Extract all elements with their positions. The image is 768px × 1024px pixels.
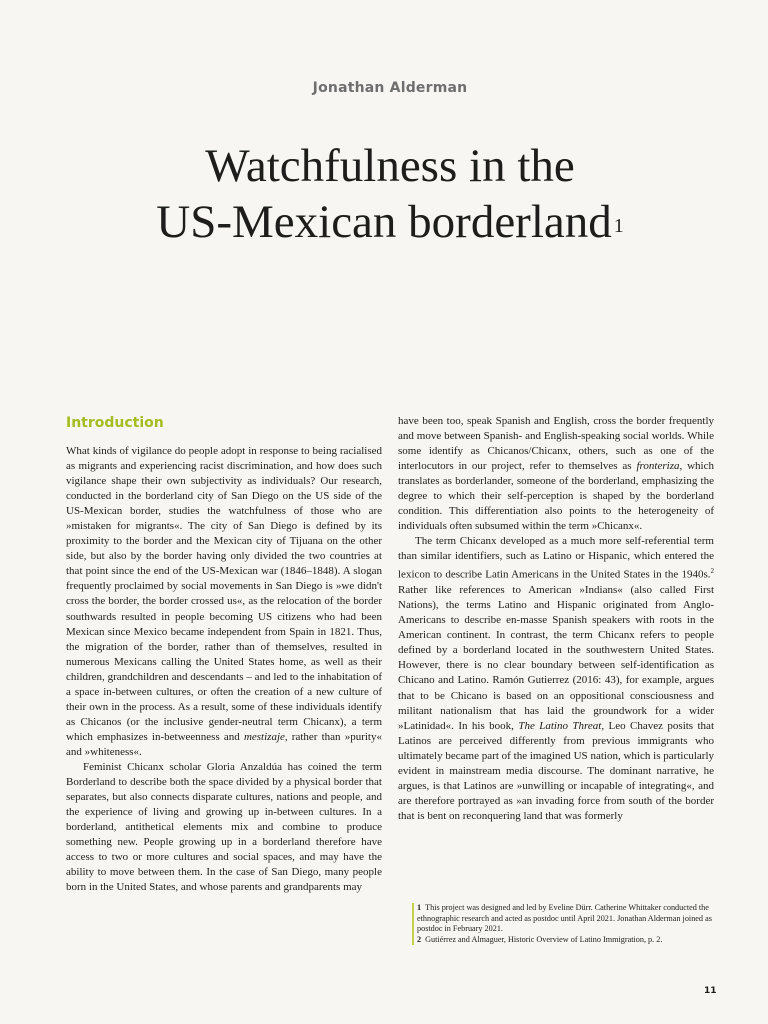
footnote-number: 1: [417, 903, 422, 912]
footnotes: [412, 903, 717, 945]
footnote-text: This project was designed and led by Eveline Dürr. Catherine Whittaker conducted the ethnographic research and acted as postdoc until April 2021. Jonathan Alderman joined as postdoc in February 2021.: [417, 903, 712, 934]
page-number: 11: [704, 986, 717, 996]
paragraph-text: What kinds of vigilance do people adopt in response to being racialised as migrants and experiencing racist discrimination, and how does such vigilance shape their own subjectivity as individuals? Our research, conducted in the borderland city of San Diego on the US side of the US-Mexican border, studies the watchfulness of those who are »mistaken for migrants«. The city of San Diego is defined by its proximity to the border and the Mexican city of Tijuana on the other side, but also by the border having only divided the two countries at that point since the end of the US-Mexican war (1846–1848). A slogan frequently proclaimed by social movements in San Diego is »we didn't cross the border, the border crossed us«, as the relocation of the border southwards resulted in people becoming US citizens who had been Mexican since Mexico became independent from Spain in 1821. Thus, the migration of the border, rather than of themselves, resulted in numerous Mexicans calling the United States home, as well as their children, grandchildren and descendants – and led to the inhabitation of a space in-between cultures, or often the creation of a new culture of their own in the process. As a result, some of these individuals identify as Chicanos (or the inclusive gender-neutral term Chicanx), a term which emphasizes in-betweenness and: [66, 445, 382, 743]
paragraph-text: , Leo Chavez posits that Latinos are perceived differently from previous immigrants who ultimately became part of the imagined US nation, which is particularly evident in mainstream media discourse. The dominant narrative, he argues, is that Latinos are »unwilling or incapable of integrating«, and are therefore portrayed as »an invading force from south of the border that is bent on reconquering land that was formerly: [398, 719, 714, 822]
paragraph: [66, 444, 382, 760]
paragraph: [398, 414, 714, 534]
article-title: [0, 138, 768, 250]
paragraph-text: Rather like references to American »Indians« (also called First Nations), the terms Latino and Hispanic originated from Anglo-Americans to describe en-masse Spanish speakers with roots in the American continent. In contrast, the term Chicanx refers to people defined by a borderland located in the southwestern United States. However, there is no clear boundary between self-identification as Chicano and Latino. Ramón Gutierrez (2016: 43), for example, argues that to be Chicano is based on an oppositional consciousness and militant nationalism that has laid the groundwork for a wider »Latinidad«. In his book,: [398, 584, 714, 732]
italic-term: mestizaje: [243, 730, 285, 743]
paragraph-text: The term Chicanx developed as a much more self-referential term than similar identifiers, such as Latino or Hispanic, which entered the lexicon to describe Latin Americans in the United States in the 1940s.: [398, 535, 714, 582]
paragraph: [398, 534, 714, 824]
title-line-2: US-Mexican borderland: [156, 196, 612, 248]
footnote-1: [417, 903, 717, 935]
footnote-number: 2: [417, 934, 422, 944]
paragraph-text: Feminist Chicanx scholar Gloria Anzaldúa has coined the term Borderland to describe both the space divided by a physical border that separates, but also connects disparate cultures, nations and people, and the experience of living and growing up in-between cultures. In a borderland, antithetical elements mix and combine to produce something new. People growing up in a borderland therefore have access to two or more cultures and social spaces, and may have the ability to move between them. In the case of San Diego, many people born in the United States, and whose parents and grandparents may: [66, 760, 382, 894]
paragraph-text: have been too, speak Spanish and English, cross the border frequently and move between Spanish- and English-speaking social worlds. While some identify as Chicanos/Chicanx, others, such as one of the interlocutors in our project, refer to themselves as: [398, 415, 714, 473]
footnote-2: [417, 935, 717, 946]
paragraph: [66, 760, 382, 895]
section-heading: Introduction: [66, 415, 164, 431]
left-column: [66, 414, 382, 895]
italic-term: fronteriza: [636, 460, 680, 473]
footnote-text: Gutiérrez and Almaguer, Historic Overview of Latino Immigration, p. 2.: [425, 934, 663, 944]
title-footnote-ref[interactable]: 1: [613, 215, 624, 237]
paragraph-text: , rather than »purity« and »whiteness«.: [66, 730, 382, 758]
right-column: [398, 414, 714, 824]
paragraph-text: , which translates as borderlander, someone of the borderland, emphasizing the degree to which their self-perception is shaped by the borderland condition. This differentiation also points to the heterogeneity of individuals often subsumed within the term »Chicanx«.: [398, 460, 714, 533]
title-line-1: Watchfulness in the: [205, 140, 575, 192]
footnote-ref[interactable]: 2: [710, 567, 714, 576]
italic-book-title: The Latino Threat: [518, 719, 602, 732]
author-name: Jonathan Alderman: [312, 80, 468, 96]
